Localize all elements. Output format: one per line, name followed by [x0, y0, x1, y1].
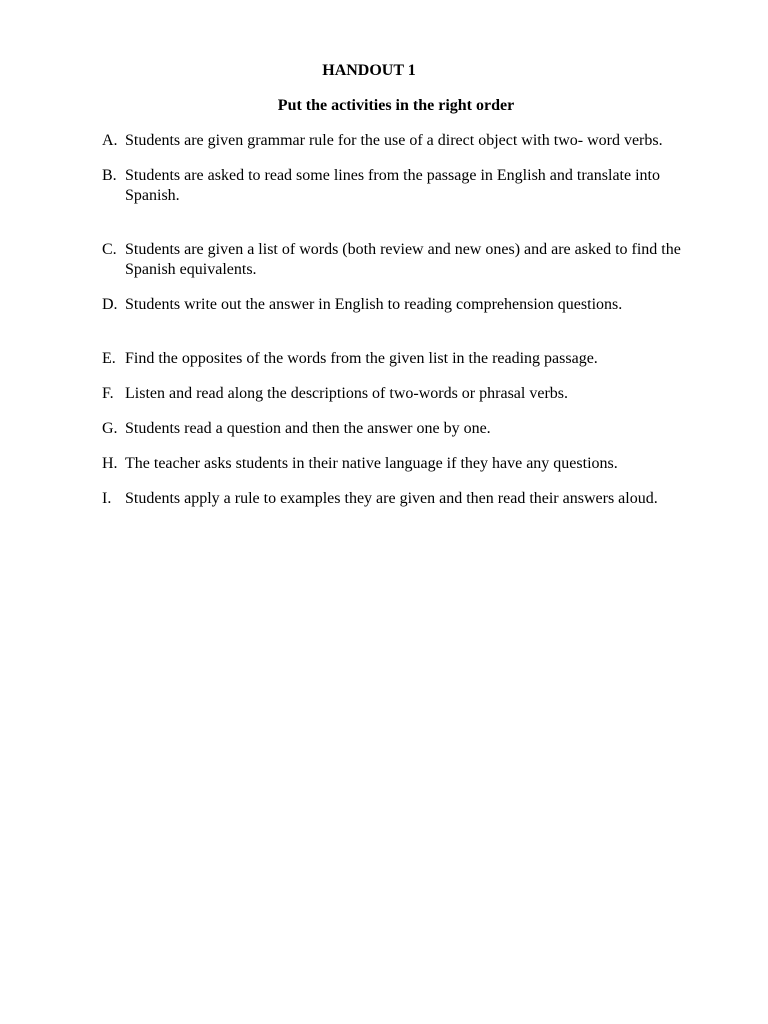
item-text: Students are asked to read some lines from the passage in English and translate into Spanish.: [125, 167, 660, 204]
handout-title: HANDOUT 1: [322, 62, 416, 79]
item-letter: A.: [102, 132, 118, 149]
list-item-h: [102, 454, 702, 474]
item-text: The teacher asks students in their native language if they have any questions.: [125, 455, 618, 472]
item-letter: H.: [102, 455, 118, 472]
list-item-a: [102, 131, 702, 151]
list-item-f: [102, 384, 702, 404]
list-item-i: [102, 489, 702, 509]
item-text: Students apply a rule to examples they are given and then read their answers aloud.: [125, 490, 658, 507]
list-item-c: [102, 240, 702, 280]
item-text: Listen and read along the descriptions of two-words or phrasal verbs.: [125, 385, 568, 402]
item-text: Students are given a list of words (both review and new ones) and are asked to find the Spanish equivalents.: [125, 241, 681, 278]
item-text: Students are given grammar rule for the use of a direct object with two- word verbs.: [125, 132, 663, 149]
item-letter: D.: [102, 296, 118, 313]
list-item-e: [102, 349, 702, 369]
handout-subtitle: Put the activities in the right order: [277, 97, 515, 114]
item-letter: C.: [102, 241, 117, 258]
item-text: Students write out the answer in English to reading comprehension questions.: [125, 296, 623, 313]
item-letter: I.: [102, 490, 112, 507]
list-item-d: [102, 295, 702, 315]
item-text: Students read a question and then the answer one by one.: [125, 420, 491, 437]
list-item-b: [102, 166, 702, 206]
item-letter: E.: [102, 350, 116, 367]
list-item-g: [102, 419, 702, 439]
item-text: Find the opposites of the words from the given list in the reading passage.: [125, 350, 598, 367]
activity-list: [102, 131, 702, 524]
item-letter: G.: [102, 420, 118, 437]
item-letter: B.: [102, 167, 117, 184]
item-letter: F.: [102, 385, 114, 402]
